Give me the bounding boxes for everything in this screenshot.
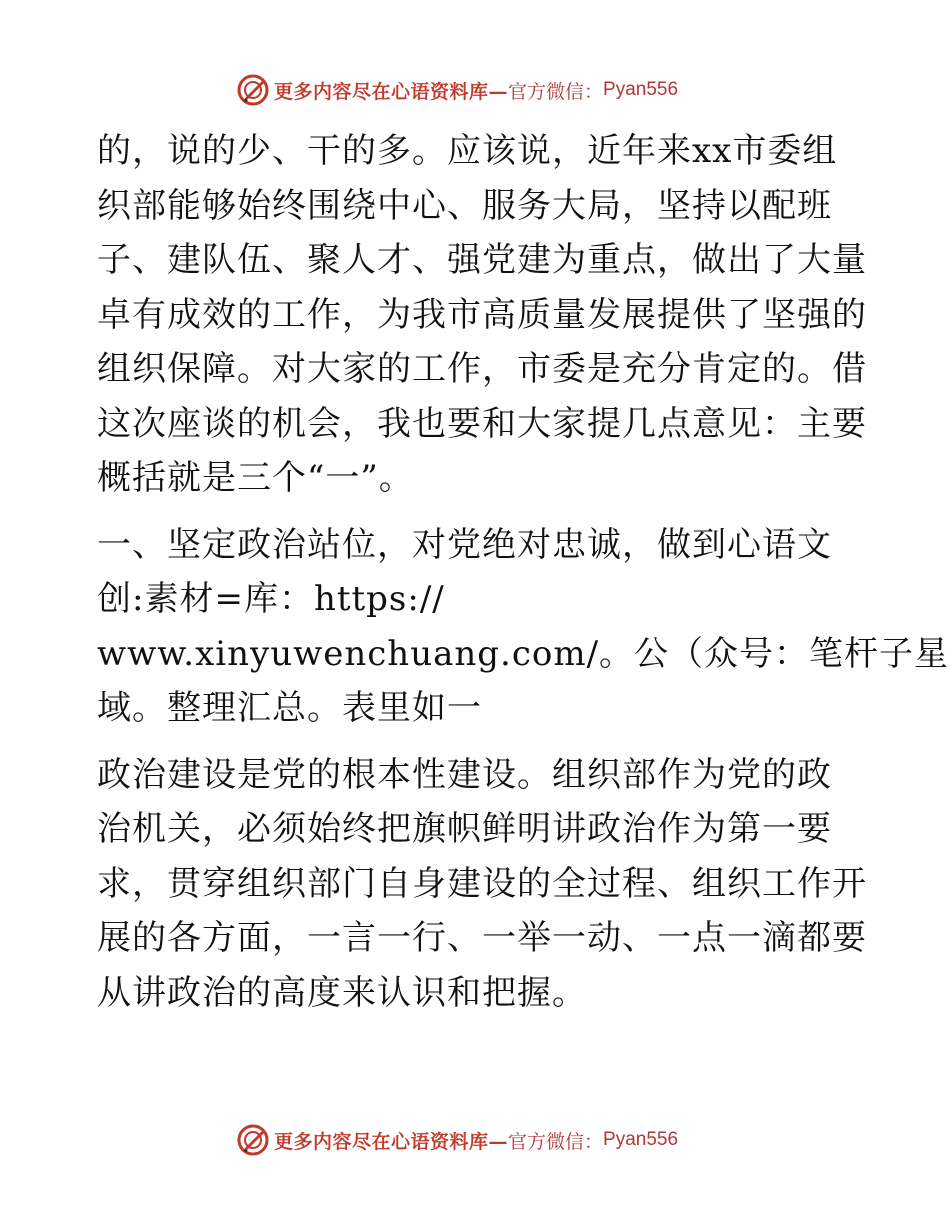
brand-logo-icon bbox=[236, 73, 270, 107]
wechat-label: 官方微信： bbox=[508, 1130, 604, 1153]
text-line: 概括就是三个“一”。 bbox=[97, 458, 414, 498]
text-line: 展的各方面，一言一行、一举一动、一点一滴都要 bbox=[97, 918, 867, 958]
wechat-id: Pyan556 bbox=[603, 79, 679, 100]
paragraph-political-building bbox=[97, 748, 867, 1021]
text-line: 子、建队伍、聚人才、强党建为重点，做出了大量 bbox=[97, 240, 867, 280]
text-line: 组织保障。对大家的工作，市委是充分肯定的。借 bbox=[97, 349, 867, 389]
brand-text: 更多内容尽在心语资料库— bbox=[274, 80, 509, 103]
text-line: 治机关，必须始终把旗帜鲜明讲政治作为第一要 bbox=[97, 809, 832, 849]
section-heading-1 bbox=[97, 518, 950, 736]
header-banner bbox=[236, 72, 678, 108]
document-body bbox=[97, 124, 950, 1020]
text-line: 从讲政治的高度来认识和把握。 bbox=[97, 972, 587, 1013]
wechat-label: 官方微信： bbox=[508, 80, 604, 103]
wechat-id: Pyan556 bbox=[603, 1129, 679, 1150]
text-line: 这次座谈的机会，我也要和大家提几点意见：主要 bbox=[97, 403, 867, 444]
footer-banner bbox=[236, 1122, 678, 1158]
paragraph-intro bbox=[97, 124, 867, 506]
text-line: 政治建设是党的根本性建设。组织部作为党的政 bbox=[97, 754, 832, 795]
heading-line: 一、坚定政治站位，对党绝对忠诚，做到心语文 bbox=[97, 524, 832, 565]
text-line: 卓有成效的工作，为我市高质量发展提供了坚强的 bbox=[97, 294, 867, 335]
brand-logo-icon bbox=[236, 1123, 270, 1157]
text-line: 织部能够始终围绕中心、服务大局，坚持以配班 bbox=[97, 185, 832, 226]
heading-line: 创:素材=库：https:// bbox=[97, 579, 445, 619]
text-line: 的，说的少、干的多。应该说，近年来xx市委组 bbox=[97, 131, 838, 171]
brand-text: 更多内容尽在心语资料库— bbox=[274, 1130, 509, 1153]
text-line: 求，贯穿组织部门自身建设的全过程、组织工作开 bbox=[97, 863, 867, 904]
heading-line: www.xinyuwenchuang.com/。公（众号：笔杆子星 bbox=[97, 633, 950, 674]
heading-line: 域。整理汇总。表里如一 bbox=[97, 688, 482, 728]
